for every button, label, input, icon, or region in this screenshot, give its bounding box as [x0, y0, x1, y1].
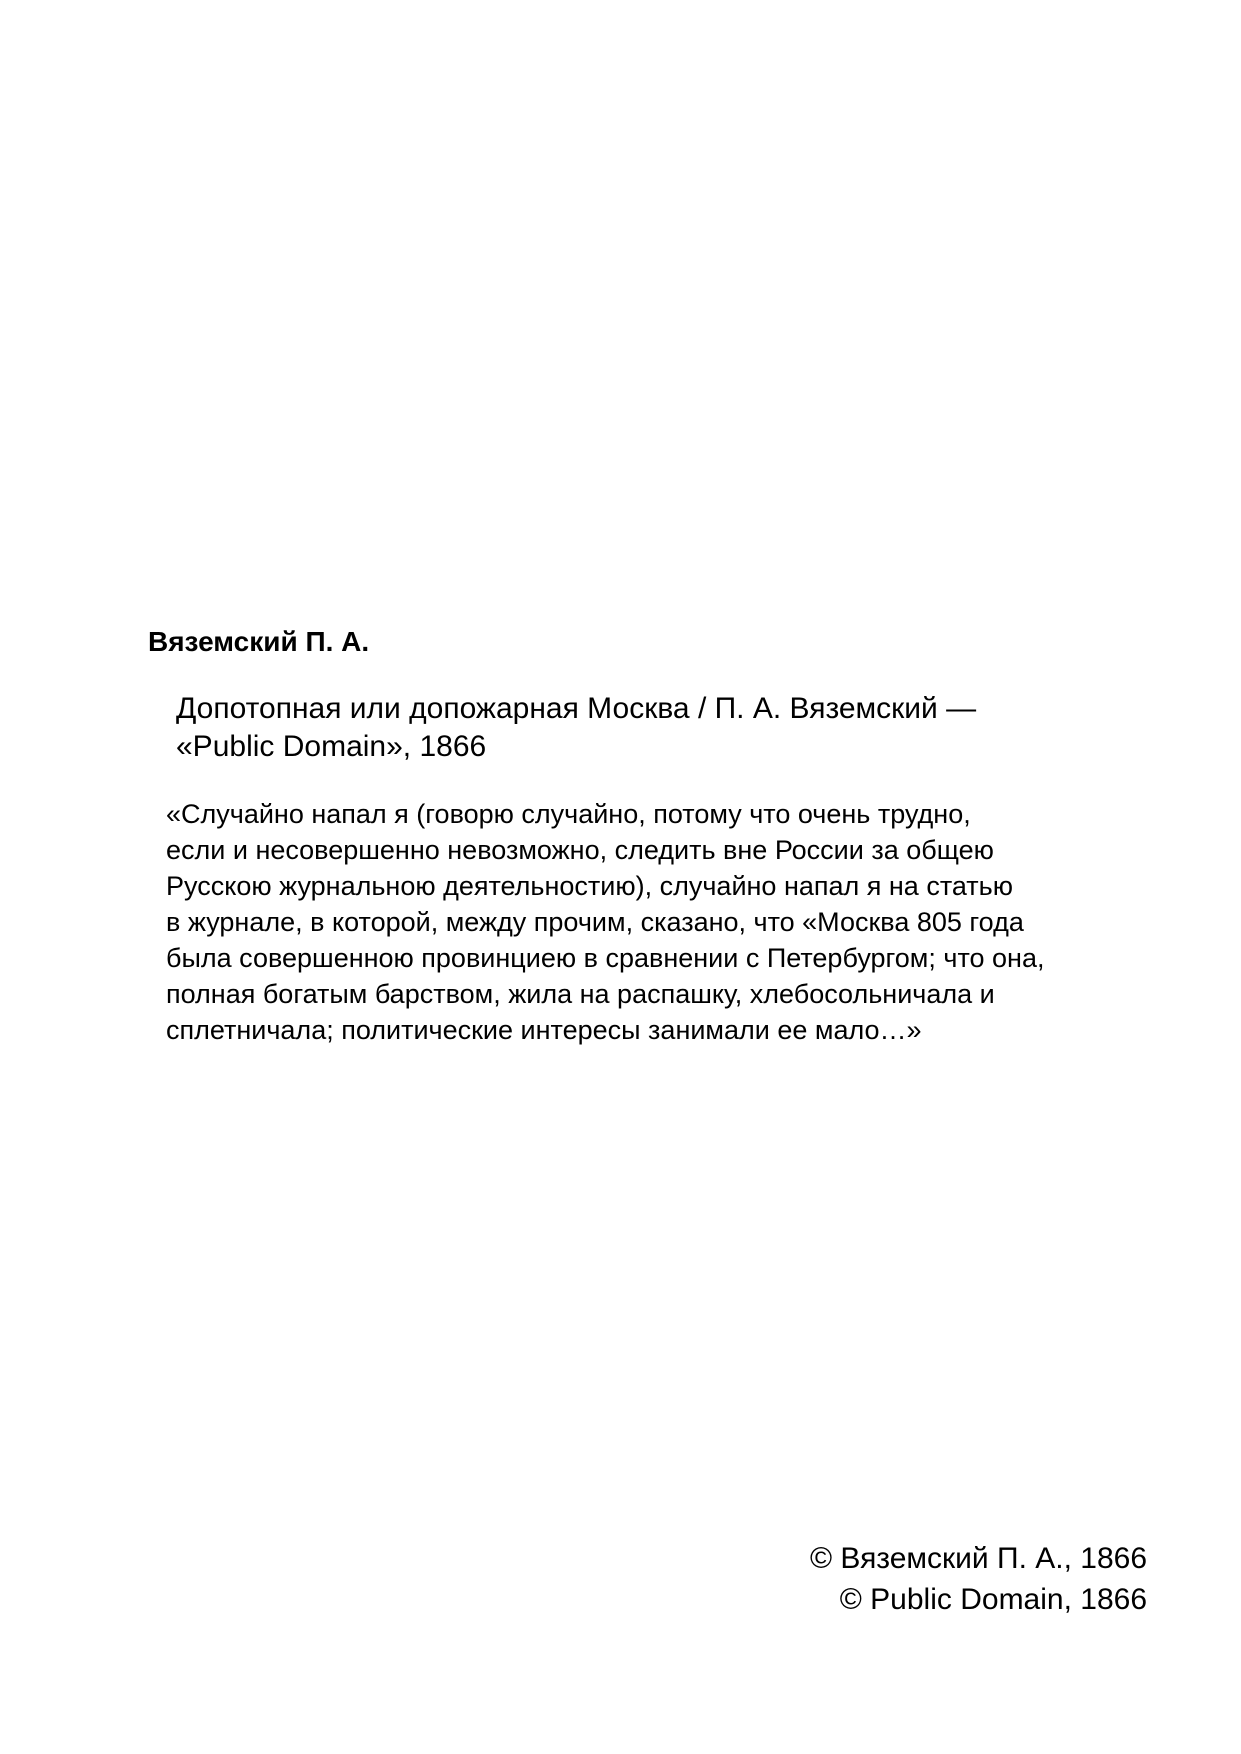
annotation-line: сплетничала; политические интересы занимали ее мало…»	[166, 1015, 922, 1045]
annotation-line: если и несовершенно невозможно, следить вне России за общею	[166, 835, 994, 865]
copyright-publisher-line: © Public Domain, 1866	[839, 1583, 1147, 1616]
bibliographic-title-line: Допотопная или допожарная Москва / П. А. Вяземский —	[176, 692, 977, 725]
annotation-line: в журнале, в которой, между прочим, сказано, что «Москва 805 года	[166, 907, 1024, 937]
copyright-author-line: © Вяземский П. А., 1866	[809, 1542, 1147, 1575]
bibliographic-record	[176, 690, 976, 766]
bibliographic-publisher-line: «Public Domain», 1866	[176, 730, 487, 763]
author-name: Вяземский П. А.	[148, 626, 370, 657]
annotation-text	[166, 796, 1044, 1048]
annotation-line: «Случайно напал я (говорю случайно, потому что очень трудно,	[166, 799, 971, 829]
annotation-line: Русскою журнальною деятельностию), случайно напал я на статью	[166, 871, 1013, 901]
annotation-line: была совершенною провинциею в сравнении с Петербургом; что она,	[166, 943, 1045, 973]
copyright-block	[810, 1538, 1147, 1620]
annotation-line: полная богатым барством, жила на распашку, хлебосольничала и	[166, 979, 995, 1009]
